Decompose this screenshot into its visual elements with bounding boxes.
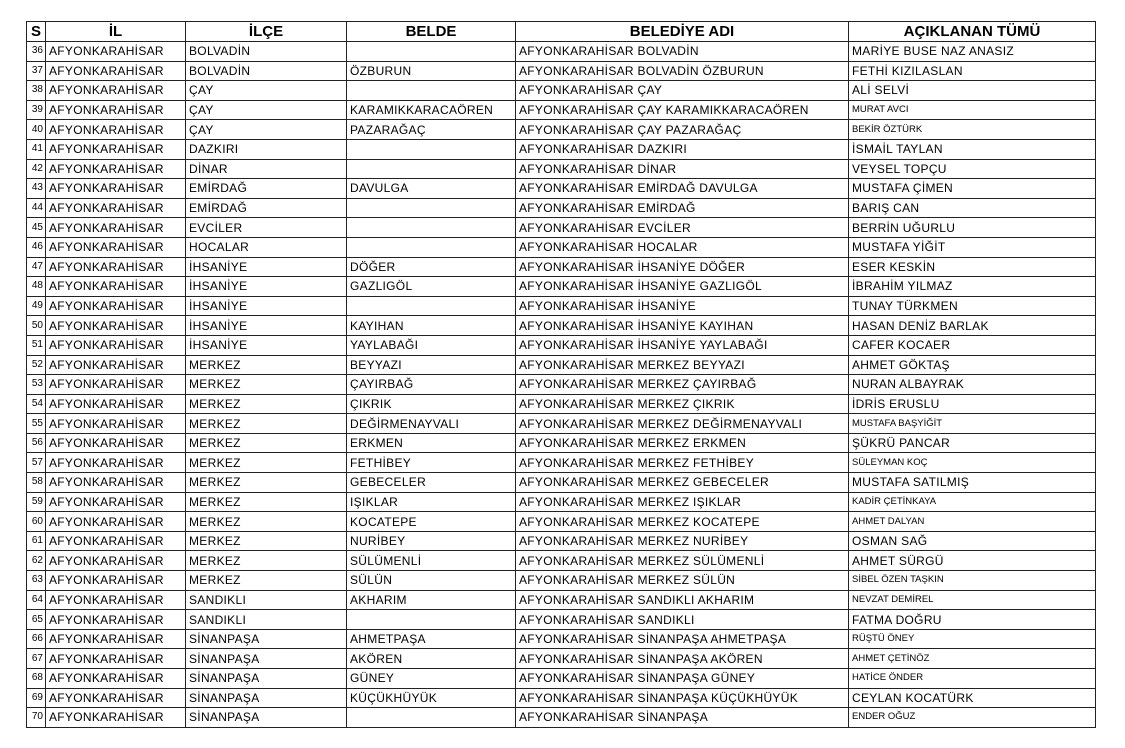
cell-il: AFYONKARAHİSAR <box>46 649 186 669</box>
cell-aciklanan-tumu: ŞÜKRÜ PANCAR <box>849 433 1096 453</box>
table-row <box>27 453 1096 473</box>
cell-ilce: HOCALAR <box>186 237 347 257</box>
cell-s: 63 <box>27 571 46 591</box>
cell-aciklanan-tumu: MUSTAFA SATILMIŞ <box>849 473 1096 493</box>
cell-aciklanan-tumu: AHMET SÜRGÜ <box>849 551 1096 571</box>
cell-s: 40 <box>27 120 46 140</box>
header-ilce: İLÇE <box>186 22 347 42</box>
cell-il: AFYONKARAHİSAR <box>46 296 186 316</box>
table-row <box>27 120 1096 140</box>
cell-s: 36 <box>27 42 46 62</box>
cell-s: 54 <box>27 394 46 414</box>
cell-s: 69 <box>27 688 46 708</box>
cell-s: 55 <box>27 414 46 434</box>
cell-ilce: MERKEZ <box>186 473 347 493</box>
cell-il: AFYONKARAHİSAR <box>46 316 186 336</box>
cell-ilce: SİNANPAŞA <box>186 669 347 689</box>
cell-aciklanan-tumu: VEYSEL TOPÇU <box>849 159 1096 179</box>
cell-aciklanan-tumu: FETHİ KIZILASLAN <box>849 61 1096 81</box>
table-body <box>27 42 1096 728</box>
cell-belediye-adi: AFYONKARAHİSAR MERKEZ ERKMEN <box>516 433 849 453</box>
table-row <box>27 375 1096 395</box>
cell-ilce: MERKEZ <box>186 453 347 473</box>
cell-aciklanan-tumu: AHMET GÖKTAŞ <box>849 355 1096 375</box>
cell-ilce: MERKEZ <box>186 414 347 434</box>
cell-aciklanan-tumu: CAFER KOCAER <box>849 335 1096 355</box>
cell-ilce: ÇAY <box>186 100 347 120</box>
table-row <box>27 257 1096 277</box>
cell-il: AFYONKARAHİSAR <box>46 237 186 257</box>
header-row <box>27 22 1096 42</box>
cell-il: AFYONKARAHİSAR <box>46 179 186 199</box>
cell-belediye-adi: AFYONKARAHİSAR SİNANPAŞA AHMETPAŞA <box>516 629 849 649</box>
table-row <box>27 512 1096 532</box>
cell-il: AFYONKARAHİSAR <box>46 531 186 551</box>
cell-aciklanan-tumu: NEVZAT DEMİREL <box>849 590 1096 610</box>
cell-belediye-adi: AFYONKARAHİSAR SANDIKLI AKHARIM <box>516 590 849 610</box>
cell-belde: AKÖREN <box>347 649 516 669</box>
table-row <box>27 610 1096 630</box>
table-row <box>27 61 1096 81</box>
cell-s: 64 <box>27 590 46 610</box>
cell-il: AFYONKARAHİSAR <box>46 375 186 395</box>
cell-il: AFYONKARAHİSAR <box>46 414 186 434</box>
cell-il: AFYONKARAHİSAR <box>46 139 186 159</box>
table-row <box>27 708 1096 728</box>
table-row <box>27 100 1096 120</box>
cell-il: AFYONKARAHİSAR <box>46 355 186 375</box>
cell-aciklanan-tumu: SİBEL ÖZEN TAŞKIN <box>849 571 1096 591</box>
cell-s: 58 <box>27 473 46 493</box>
cell-il: AFYONKARAHİSAR <box>46 120 186 140</box>
cell-aciklanan-tumu: MARİYE BUSE NAZ ANASIZ <box>849 42 1096 62</box>
cell-aciklanan-tumu: ENDER OĞUZ <box>849 708 1096 728</box>
cell-s: 70 <box>27 708 46 728</box>
table-row <box>27 629 1096 649</box>
cell-belediye-adi: AFYONKARAHİSAR İHSANİYE KAYIHAN <box>516 316 849 336</box>
cell-ilce: MERKEZ <box>186 551 347 571</box>
cell-belde <box>347 708 516 728</box>
cell-belde: GÜNEY <box>347 669 516 689</box>
header-il: İL <box>46 22 186 42</box>
cell-s: 53 <box>27 375 46 395</box>
cell-aciklanan-tumu: AHMET ÇETİNÖZ <box>849 649 1096 669</box>
cell-belediye-adi: AFYONKARAHİSAR MERKEZ SÜLÜN <box>516 571 849 591</box>
cell-aciklanan-tumu: SÜLEYMAN KOÇ <box>849 453 1096 473</box>
cell-ilce: SİNANPAŞA <box>186 649 347 669</box>
cell-belde: KARAMIKKARACAÖREN <box>347 100 516 120</box>
table-row <box>27 277 1096 297</box>
cell-aciklanan-tumu: ESER KESKİN <box>849 257 1096 277</box>
cell-il: AFYONKARAHİSAR <box>46 492 186 512</box>
cell-belediye-adi: AFYONKARAHİSAR MERKEZ GEBECELER <box>516 473 849 493</box>
cell-belediye-adi: AFYONKARAHİSAR ÇAY KARAMIKKARACAÖREN <box>516 100 849 120</box>
cell-aciklanan-tumu: MUSTAFA BAŞYİĞİT <box>849 414 1096 434</box>
cell-belde: DAVULGA <box>347 179 516 199</box>
cell-belediye-adi: AFYONKARAHİSAR EMİRDAĞ <box>516 198 849 218</box>
cell-belediye-adi: AFYONKARAHİSAR HOCALAR <box>516 237 849 257</box>
cell-s: 51 <box>27 335 46 355</box>
cell-s: 50 <box>27 316 46 336</box>
cell-aciklanan-tumu: İBRAHİM YILMAZ <box>849 277 1096 297</box>
cell-il: AFYONKARAHİSAR <box>46 629 186 649</box>
cell-belediye-adi: AFYONKARAHİSAR SİNANPAŞA AKÖREN <box>516 649 849 669</box>
candidate-table <box>26 21 1096 728</box>
cell-il: AFYONKARAHİSAR <box>46 100 186 120</box>
cell-s: 43 <box>27 179 46 199</box>
cell-belediye-adi: AFYONKARAHİSAR EVCİLER <box>516 218 849 238</box>
cell-ilce: SİNANPAŞA <box>186 688 347 708</box>
table-row <box>27 237 1096 257</box>
cell-s: 38 <box>27 81 46 101</box>
cell-s: 61 <box>27 531 46 551</box>
cell-ilce: MERKEZ <box>186 355 347 375</box>
cell-s: 52 <box>27 355 46 375</box>
cell-ilce: İHSANİYE <box>186 316 347 336</box>
cell-il: AFYONKARAHİSAR <box>46 61 186 81</box>
cell-belediye-adi: AFYONKARAHİSAR İHSANİYE <box>516 296 849 316</box>
cell-ilce: EMİRDAĞ <box>186 198 347 218</box>
cell-aciklanan-tumu: İSMAİL TAYLAN <box>849 139 1096 159</box>
cell-ilce: SANDIKLI <box>186 610 347 630</box>
cell-ilce: DİNAR <box>186 159 347 179</box>
cell-belediye-adi: AFYONKARAHİSAR MERKEZ ÇAYIRBAĞ <box>516 375 849 395</box>
cell-aciklanan-tumu: MURAT AVCI <box>849 100 1096 120</box>
table-row <box>27 179 1096 199</box>
cell-ilce: İHSANİYE <box>186 296 347 316</box>
table-row <box>27 531 1096 551</box>
cell-s: 62 <box>27 551 46 571</box>
cell-belde <box>347 81 516 101</box>
cell-s: 37 <box>27 61 46 81</box>
cell-ilce: İHSANİYE <box>186 335 347 355</box>
cell-belde: AHMETPAŞA <box>347 629 516 649</box>
cell-belde: GAZLIGÖL <box>347 277 516 297</box>
cell-aciklanan-tumu: RÜŞTÜ ÖNEY <box>849 629 1096 649</box>
cell-il: AFYONKARAHİSAR <box>46 159 186 179</box>
cell-belde: SÜLÜN <box>347 571 516 591</box>
cell-ilce: EMİRDAĞ <box>186 179 347 199</box>
cell-aciklanan-tumu: KADİR ÇETİNKAYA <box>849 492 1096 512</box>
cell-il: AFYONKARAHİSAR <box>46 257 186 277</box>
cell-il: AFYONKARAHİSAR <box>46 277 186 297</box>
cell-belde: GEBECELER <box>347 473 516 493</box>
cell-belde <box>347 610 516 630</box>
cell-belde: DÖĞER <box>347 257 516 277</box>
cell-belediye-adi: AFYONKARAHİSAR SİNANPAŞA GÜNEY <box>516 669 849 689</box>
cell-belde <box>347 198 516 218</box>
table-row <box>27 649 1096 669</box>
table-row <box>27 335 1096 355</box>
cell-ilce: DAZKIRI <box>186 139 347 159</box>
cell-s: 42 <box>27 159 46 179</box>
cell-belde <box>347 139 516 159</box>
cell-belediye-adi: AFYONKARAHİSAR İHSANİYE YAYLABAĞI <box>516 335 849 355</box>
cell-aciklanan-tumu: BEKİR ÖZTÜRK <box>849 120 1096 140</box>
cell-belde: KÜÇÜKHÜYÜK <box>347 688 516 708</box>
cell-il: AFYONKARAHİSAR <box>46 218 186 238</box>
cell-s: 65 <box>27 610 46 630</box>
cell-il: AFYONKARAHİSAR <box>46 42 186 62</box>
cell-il: AFYONKARAHİSAR <box>46 610 186 630</box>
cell-belediye-adi: AFYONKARAHİSAR MERKEZ ÇIKRIK <box>516 394 849 414</box>
cell-ilce: MERKEZ <box>186 492 347 512</box>
table-row <box>27 139 1096 159</box>
cell-belediye-adi: AFYONKARAHİSAR SİNANPAŞA KÜÇÜKHÜYÜK <box>516 688 849 708</box>
cell-aciklanan-tumu: ALİ SELVİ <box>849 81 1096 101</box>
cell-belediye-adi: AFYONKARAHİSAR İHSANİYE GAZLIGÖL <box>516 277 849 297</box>
cell-belde: FETHİBEY <box>347 453 516 473</box>
table-row <box>27 551 1096 571</box>
cell-belde: IŞIKLAR <box>347 492 516 512</box>
cell-belediye-adi: AFYONKARAHİSAR İHSANİYE DÖĞER <box>516 257 849 277</box>
cell-s: 39 <box>27 100 46 120</box>
cell-belediye-adi: AFYONKARAHİSAR DAZKIRI <box>516 139 849 159</box>
cell-belediye-adi: AFYONKARAHİSAR MERKEZ IŞIKLAR <box>516 492 849 512</box>
cell-belde: DEĞİRMENAYVALI <box>347 414 516 434</box>
cell-belde: ÖZBURUN <box>347 61 516 81</box>
cell-ilce: MERKEZ <box>186 433 347 453</box>
cell-s: 68 <box>27 669 46 689</box>
cell-belde <box>347 296 516 316</box>
cell-il: AFYONKARAHİSAR <box>46 453 186 473</box>
cell-il: AFYONKARAHİSAR <box>46 708 186 728</box>
cell-aciklanan-tumu: İDRİS ERUSLU <box>849 394 1096 414</box>
cell-belediye-adi: AFYONKARAHİSAR SİNANPAŞA <box>516 708 849 728</box>
cell-ilce: İHSANİYE <box>186 277 347 297</box>
cell-ilce: EVCİLER <box>186 218 347 238</box>
cell-belediye-adi: AFYONKARAHİSAR DİNAR <box>516 159 849 179</box>
cell-aciklanan-tumu: BERRİN UĞURLU <box>849 218 1096 238</box>
cell-ilce: ÇAY <box>186 81 347 101</box>
cell-ilce: BOLVADİN <box>186 61 347 81</box>
cell-s: 45 <box>27 218 46 238</box>
cell-il: AFYONKARAHİSAR <box>46 688 186 708</box>
cell-belde <box>347 218 516 238</box>
cell-aciklanan-tumu: CEYLAN KOCATÜRK <box>849 688 1096 708</box>
cell-aciklanan-tumu: BARIŞ CAN <box>849 198 1096 218</box>
cell-il: AFYONKARAHİSAR <box>46 473 186 493</box>
table-row <box>27 571 1096 591</box>
cell-ilce: İHSANİYE <box>186 257 347 277</box>
cell-s: 46 <box>27 237 46 257</box>
table-row <box>27 42 1096 62</box>
cell-aciklanan-tumu: NURAN ALBAYRAK <box>849 375 1096 395</box>
header-belediye-adi: BELEDİYE ADI <box>516 22 849 42</box>
table-row <box>27 218 1096 238</box>
cell-belediye-adi: AFYONKARAHİSAR MERKEZ DEĞİRMENAYVALI <box>516 414 849 434</box>
table-row <box>27 433 1096 453</box>
cell-belde: NURİBEY <box>347 531 516 551</box>
table-row <box>27 159 1096 179</box>
cell-aciklanan-tumu: HATİCE ÖNDER <box>849 669 1096 689</box>
cell-ilce: MERKEZ <box>186 512 347 532</box>
cell-belde: KOCATEPE <box>347 512 516 532</box>
cell-belde <box>347 159 516 179</box>
cell-belde: SÜLÜMENLİ <box>347 551 516 571</box>
cell-aciklanan-tumu: OSMAN SAĞ <box>849 531 1096 551</box>
cell-belediye-adi: AFYONKARAHİSAR EMİRDAĞ DAVULGA <box>516 179 849 199</box>
table-row <box>27 669 1096 689</box>
cell-belde: PAZARAĞAÇ <box>347 120 516 140</box>
cell-ilce: MERKEZ <box>186 394 347 414</box>
cell-ilce: MERKEZ <box>186 571 347 591</box>
table-row <box>27 296 1096 316</box>
cell-il: AFYONKARAHİSAR <box>46 551 186 571</box>
header-s: S <box>27 22 46 42</box>
cell-ilce: SİNANPAŞA <box>186 629 347 649</box>
cell-il: AFYONKARAHİSAR <box>46 394 186 414</box>
cell-ilce: MERKEZ <box>186 375 347 395</box>
cell-aciklanan-tumu: MUSTAFA YİĞİT <box>849 237 1096 257</box>
cell-s: 47 <box>27 257 46 277</box>
cell-aciklanan-tumu: AHMET DALYAN <box>849 512 1096 532</box>
cell-belediye-adi: AFYONKARAHİSAR MERKEZ KOCATEPE <box>516 512 849 532</box>
cell-belde: ÇIKRIK <box>347 394 516 414</box>
cell-belediye-adi: AFYONKARAHİSAR MERKEZ SÜLÜMENLİ <box>516 551 849 571</box>
cell-s: 67 <box>27 649 46 669</box>
cell-ilce: BOLVADİN <box>186 42 347 62</box>
cell-s: 59 <box>27 492 46 512</box>
cell-s: 60 <box>27 512 46 532</box>
table-row <box>27 198 1096 218</box>
table-row <box>27 414 1096 434</box>
cell-belediye-adi: AFYONKARAHİSAR BOLVADİN ÖZBURUN <box>516 61 849 81</box>
cell-ilce: MERKEZ <box>186 531 347 551</box>
cell-s: 66 <box>27 629 46 649</box>
cell-belde: KAYIHAN <box>347 316 516 336</box>
cell-belediye-adi: AFYONKARAHİSAR MERKEZ FETHİBEY <box>516 453 849 473</box>
cell-il: AFYONKARAHİSAR <box>46 669 186 689</box>
header-aciklanan-tumu: AÇIKLANAN TÜMÜ <box>849 22 1096 42</box>
cell-il: AFYONKARAHİSAR <box>46 571 186 591</box>
cell-belediye-adi: AFYONKARAHİSAR BOLVADİN <box>516 42 849 62</box>
cell-s: 41 <box>27 139 46 159</box>
cell-il: AFYONKARAHİSAR <box>46 198 186 218</box>
table-row <box>27 473 1096 493</box>
cell-belde: YAYLABAĞI <box>347 335 516 355</box>
cell-aciklanan-tumu: HASAN DENİZ BARLAK <box>849 316 1096 336</box>
cell-belde: BEYYAZI <box>347 355 516 375</box>
table-row <box>27 492 1096 512</box>
cell-il: AFYONKARAHİSAR <box>46 590 186 610</box>
cell-il: AFYONKARAHİSAR <box>46 512 186 532</box>
cell-il: AFYONKARAHİSAR <box>46 433 186 453</box>
cell-belediye-adi: AFYONKARAHİSAR ÇAY <box>516 81 849 101</box>
cell-s: 56 <box>27 433 46 453</box>
table-row <box>27 316 1096 336</box>
cell-belde: AKHARIM <box>347 590 516 610</box>
cell-s: 48 <box>27 277 46 297</box>
table-row <box>27 394 1096 414</box>
cell-s: 44 <box>27 198 46 218</box>
cell-s: 49 <box>27 296 46 316</box>
table-row <box>27 355 1096 375</box>
cell-ilce: ÇAY <box>186 120 347 140</box>
cell-aciklanan-tumu: MUSTAFA ÇİMEN <box>849 179 1096 199</box>
cell-aciklanan-tumu: FATMA DOĞRU <box>849 610 1096 630</box>
cell-belediye-adi: AFYONKARAHİSAR MERKEZ NURİBEY <box>516 531 849 551</box>
cell-belediye-adi: AFYONKARAHİSAR MERKEZ BEYYAZI <box>516 355 849 375</box>
cell-ilce: SİNANPAŞA <box>186 708 347 728</box>
cell-il: AFYONKARAHİSAR <box>46 81 186 101</box>
cell-ilce: SANDIKLI <box>186 590 347 610</box>
cell-belde <box>347 42 516 62</box>
table-row <box>27 688 1096 708</box>
cell-belde: ÇAYIRBAĞ <box>347 375 516 395</box>
table-row <box>27 81 1096 101</box>
cell-aciklanan-tumu: TUNAY TÜRKMEN <box>849 296 1096 316</box>
cell-belde: ERKMEN <box>347 433 516 453</box>
cell-belediye-adi: AFYONKARAHİSAR ÇAY PAZARAĞAÇ <box>516 120 849 140</box>
cell-il: AFYONKARAHİSAR <box>46 335 186 355</box>
cell-belde <box>347 237 516 257</box>
cell-belediye-adi: AFYONKARAHİSAR SANDIKLI <box>516 610 849 630</box>
cell-s: 57 <box>27 453 46 473</box>
header-belde: BELDE <box>347 22 516 42</box>
table-row <box>27 590 1096 610</box>
